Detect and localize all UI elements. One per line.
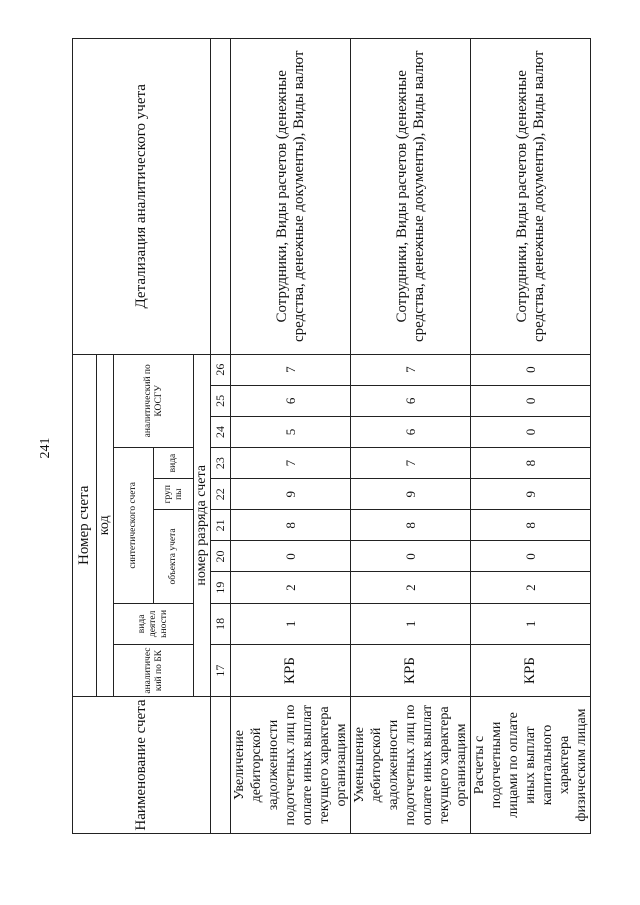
row-value: 6	[351, 416, 471, 447]
empty-cell	[211, 697, 231, 834]
synthetic-header: синтетического счета	[114, 448, 154, 604]
col-num: 24	[211, 416, 231, 447]
col-num: 20	[211, 541, 231, 572]
row-value: 8	[471, 510, 591, 541]
account-number-header: Номер счета	[73, 354, 97, 696]
table-row	[231, 39, 351, 834]
table-row	[351, 39, 471, 834]
row-value: 0	[231, 541, 351, 572]
row-value: 5	[231, 416, 351, 447]
row-value: 9	[231, 479, 351, 510]
row-value: 0	[471, 354, 591, 385]
row-value: 6	[231, 385, 351, 416]
row-value: 6	[351, 385, 471, 416]
account-object-header: объекта учета	[154, 510, 194, 603]
col-num: 23	[211, 448, 231, 479]
col-num: 26	[211, 354, 231, 385]
kind-header: вида	[154, 448, 194, 479]
row-value: 1	[471, 603, 591, 645]
row-value: 8	[471, 448, 591, 479]
row-detail: Сотрудники, Виды расчетов (денежные средства, денежные документы), Виды валют	[351, 39, 471, 355]
row-name: Увеличение дебиторской задолженности подотчетных лиц по оплате иных выплат текущего характера организациям	[231, 697, 351, 834]
row-value: 0	[351, 541, 471, 572]
row-value: 7	[231, 448, 351, 479]
row-name: Расчеты с подотчетными лицами по оплате иных выплат капитального характера физическим лицам	[471, 697, 591, 834]
row-value: 0	[471, 541, 591, 572]
row-detail: Сотрудники, Виды расчетов (денежные средства, денежные документы), Виды валют	[231, 39, 351, 355]
empty-cell	[211, 39, 231, 355]
col-num: 17	[211, 645, 231, 697]
digit-position-header: номер разряда счета	[194, 354, 211, 696]
row-value: 7	[231, 354, 351, 385]
row-value: 9	[471, 479, 591, 510]
col-num: 21	[211, 510, 231, 541]
account-name-header: Наименование счета	[73, 697, 211, 834]
row-value: 1	[231, 603, 351, 645]
group-header: груп пы	[154, 479, 194, 510]
row-value: КРБ	[351, 645, 471, 697]
activity-type-header: вида деятел ьности	[114, 603, 194, 645]
accounts-table	[72, 38, 591, 834]
row-value: КРБ	[231, 645, 351, 697]
analytic-kosgu-header: аналитический по КОСГУ	[114, 354, 194, 447]
analytic-bk-header: аналитичес кий по БК	[114, 645, 194, 697]
table-row	[471, 39, 591, 834]
col-num: 18	[211, 603, 231, 645]
row-value: 7	[351, 448, 471, 479]
page-number: 241	[38, 437, 53, 459]
row-name: Уменьшение дебиторской задолженности подотчетных лиц по оплате иных выплат текущего характера организациям	[351, 697, 471, 834]
row-value: 0	[471, 385, 591, 416]
table-container	[72, 38, 589, 834]
detail-header: Детализация аналитического учета	[73, 39, 211, 355]
row-value: 2	[231, 572, 351, 603]
row-value: 0	[471, 416, 591, 447]
row-value: 7	[351, 354, 471, 385]
row-value: 8	[231, 510, 351, 541]
row-value: 2	[471, 572, 591, 603]
row-value: 9	[351, 479, 471, 510]
code-header: код	[97, 354, 114, 696]
col-num: 22	[211, 479, 231, 510]
col-num: 25	[211, 385, 231, 416]
row-value: 8	[351, 510, 471, 541]
row-value: 1	[351, 603, 471, 645]
row-value: КРБ	[471, 645, 591, 697]
row-value: 2	[351, 572, 471, 603]
col-num: 19	[211, 572, 231, 603]
row-detail: Сотрудники, Виды расчетов (денежные средства, денежные документы), Виды валют	[471, 39, 591, 355]
